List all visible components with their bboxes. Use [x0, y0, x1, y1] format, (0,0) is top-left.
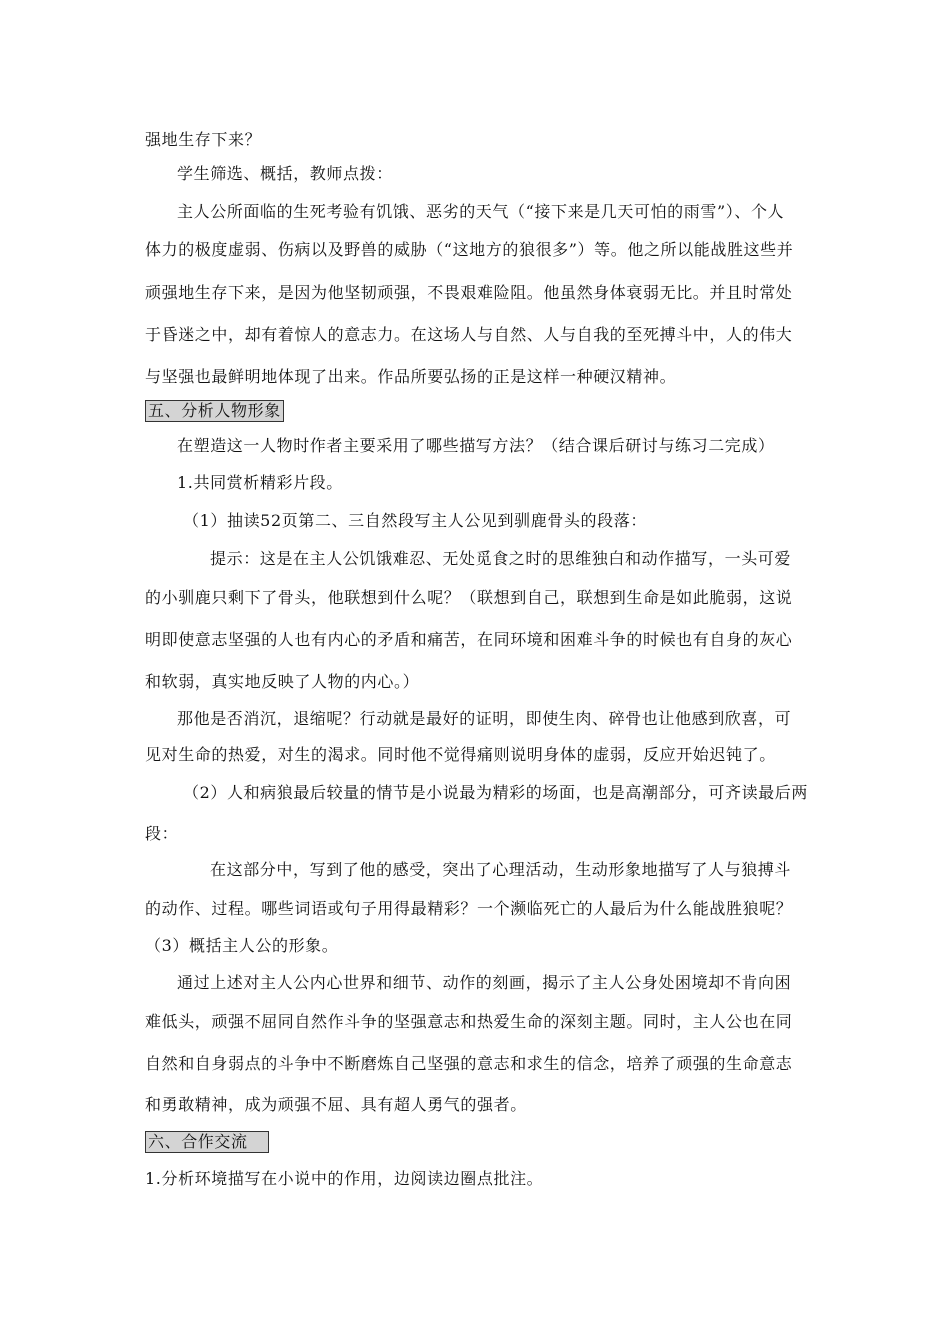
text-line: 的动作、过程。哪些词语或句子用得最精彩？一个濒临死亡的人最后为什么能战胜狼呢？: [145, 899, 793, 918]
text-line: 1.共同赏析精彩片段。: [177, 473, 343, 492]
text-line: 1.分析环境描写在小说中的作用，边阅读边圈点批注。: [145, 1169, 544, 1188]
text-line: 那他是否消沉，退缩呢？行动就是最好的证明，即使生肉、碎骨也让他感到欣喜，可: [177, 709, 792, 728]
section-heading: 五、分析人物形象: [145, 400, 284, 422]
text-line: （1）抽读52页第二、三自然段写主人公见到驯鹿骨头的段落：: [183, 511, 647, 530]
text-line: 难低头，顽强不屈同自然作斗争的坚强意志和热爱生命的深刻主题。同时，主人公也在同: [145, 1012, 793, 1031]
text-line: 通过上述对主人公内心世界和细节、动作的刻画，揭示了主人公身处困境却不肯向困: [177, 973, 792, 992]
text-line: 体力的极度虚弱、伤病以及野兽的威胁（“这地方的狼很多”）等。他之所以能战胜这些并: [145, 240, 794, 259]
text-line: 在这部分中，写到了他的感受，突出了心理活动，生动形象地描写了人与狼搏斗: [210, 860, 792, 879]
text-line: （2）人和病狼最后较量的情节是小说最为精彩的场面，也是高潮部分，可齐读最后两: [183, 783, 808, 802]
text-line: 自然和自身弱点的斗争中不断磨炼自己坚强的意志和求生的信念，培养了顽强的生命意志: [145, 1054, 793, 1073]
text-line: 顽强地生存下来，是因为他坚韧顽强，不畏艰难险阻。他虽然身体衰弱无比。并且时常处: [145, 283, 793, 302]
text-line: 在塑造这一人物时作者主要采用了哪些描写方法？（结合课后研讨与练习二完成）: [177, 436, 775, 455]
text-line: 明即使意志坚强的人也有内心的矛盾和痛苦，在同环境和困难斗争的时候也有自身的灰心: [145, 630, 793, 649]
text-line: 于昏迷之中，却有着惊人的意志力。在这场人与自然、人与自我的至死搏斗中，人的伟大: [145, 325, 793, 344]
text-line: 见对生命的热爱，对生的渴求。同时他不觉得痛则说明身体的虚弱，反应开始迟钝了。: [145, 745, 776, 764]
text-line: （3）概括主人公的形象。: [145, 936, 339, 955]
text-line: 段：: [145, 824, 179, 843]
text-line: 与坚强也最鲜明地体现了出来。作品所要弘扬的正是这样一种硬汉精神。: [145, 367, 677, 386]
text-line: 强地生存下来？: [145, 130, 262, 149]
text-line: 提示：这是在主人公饥饿难忍、无处觅食之时的思维独白和动作描写，一头可爱: [210, 549, 792, 568]
text-line: 主人公所面临的生死考验有饥饿、恶劣的天气（“接下来是几天可怕的雨雪”）、个人: [177, 202, 785, 221]
text-line: 和软弱，真实地反映了人物的内心。）: [145, 672, 420, 691]
text-line: 和勇敢精神，成为顽强不屈、具有超人勇气的强者。: [145, 1095, 527, 1114]
section-heading: 六、合作交流: [145, 1131, 269, 1153]
text-line: 的小驯鹿只剩下了骨头，他联想到什么呢？（联想到自己，联想到生命是如此脆弱，这说: [145, 588, 793, 607]
text-line: 学生筛选、概括，教师点拨：: [177, 164, 393, 183]
